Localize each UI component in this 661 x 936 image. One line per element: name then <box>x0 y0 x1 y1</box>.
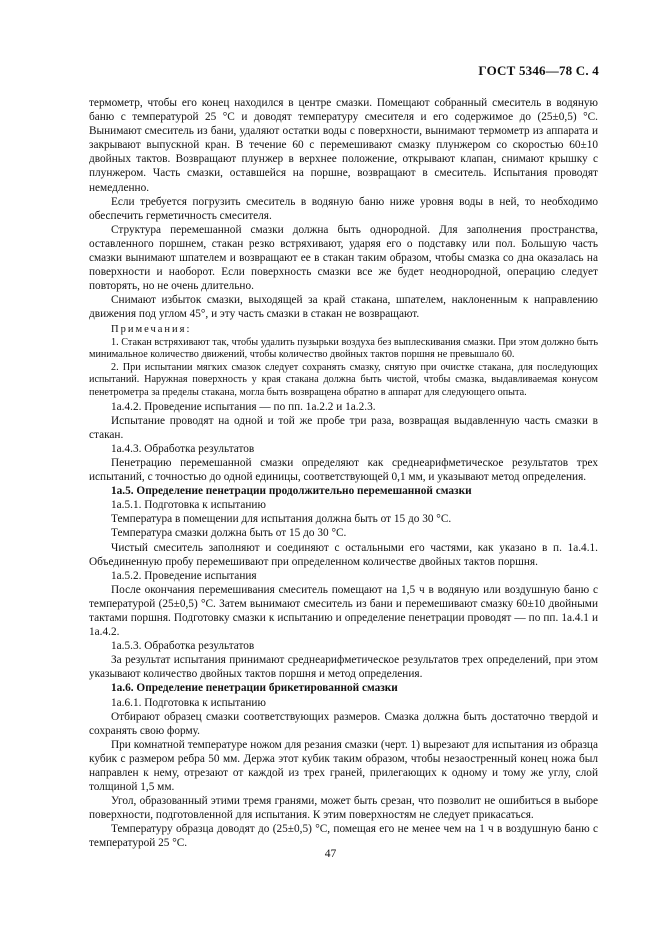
paragraph: Температура в помещении для испытания должна быть от 15 до 30 °С. <box>111 513 452 526</box>
paragraph: 1а.5.2. Проведение испытания <box>111 569 257 582</box>
paragraph: 1а.4.3. Обработка результатов <box>111 442 255 455</box>
paragraph: Снимают избыток смазки, выходящей за край стакана, шпателем, наклоненным к направлению движения под углом 45°, и эту часть смазки в стакан не возвращают. <box>89 294 598 321</box>
paragraph: За результат испытания принимают среднеарифметическое результатов трех определений, при этом указывают количество двойных тактов поршня и метод определения. <box>89 654 598 681</box>
paragraph: Температура смазки должна быть от 15 до 30 °С. <box>111 527 347 540</box>
paragraph: Отбирают образец смазки соответствующих размеров. Смазка должна быть достаточно твердой и сохранять свою форму. <box>89 710 598 737</box>
document-body <box>89 96 598 851</box>
paragraph: 1а.5.3. Обработка результатов <box>111 640 255 653</box>
paragraph: 1а.6.1. Подготовка к испытанию <box>111 696 266 709</box>
paragraph: Температуру образца доводят до (25±0,5) °С, помещая его не менее чем на 1 ч в воздушную баню с температурой 25 °С. <box>89 823 598 850</box>
paragraph: 1а.5.1. Подготовка к испытанию <box>111 499 266 512</box>
paragraph: термометр, чтобы его конец находился в центре смазки. Помещают собранный смеситель в водяную баню с температурой 25 °С и доводят температуру смесителя и его содержимое до (25±0,5) °С. Вынимают смеситель из бани, удаляют остатки воды с поверхности, вынимают термометр из аппарата и закрывают выпускной кран. В течение 60 с перемешивают смазку плунжером со скоростью 60±10 двойных тактов. Возвращают плунжер в верхнее положение, открывают клапан, снимают крышку с плунжером. Часть смазки, оставшейся на поршне, возвращают в смеситель. Испытания проводят немедленно. <box>89 97 598 194</box>
section-heading: 1а.6. Определение пенетрации брикетированной смазки <box>111 682 398 695</box>
paragraph: Пенетрацию перемешанной смазки определяют как среднеарифметическое результатов трех испытаний, с точностью до одной единицы, соответствующей 0,1 мм, и указывают метод определения. <box>89 456 598 484</box>
paragraph: Испытание проводят на одной и той же пробе три раза, возвращая выдавленную часть смазки в стакан. <box>89 414 598 441</box>
page-number: 47 <box>324 848 337 860</box>
paragraph: После окончания перемешивания смеситель помещают на 1,5 ч в водяную или воздушную баню с температурой (25±0,5) °С. Затем вынимают смеситель из бани и перемешивают смазку 60±10 двойными тактами поршня. Подготовку смазки к испытанию и определение пенетрации проводят — по пп. 1а.4.1 и 1а.4.2. <box>89 583 598 639</box>
note-paragraph: 2. При испытании мягких смазок следует сохранять смазку, снятую при очистке стакана, для последующих испытаний. Наружная поверхность у края стакана должна быть чистой, чтобы смазка, выдавливаемая конусом пенетрометра за пределы стакана, могла быть возвращена обратно в аппарат для следующего опыта. <box>89 361 598 398</box>
paragraph: Структура перемешанной смазки должна быть однородной. Для заполнения пространства, оставленного поршнем, стакан резко встряхивают, ударяя его о подставку или пол. Большую часть смазки вынимают шпателем и возвращают ее в стакан таким образом, чтобы смазка со дна оказалась на поверхности и наоборот. Если поверхность смазки все же будет неоднородной, операцию следует повторять, но не очень длительно. <box>89 223 598 293</box>
paragraph: Угол, образованный этими тремя гранями, может быть срезан, что позволит не ошибиться в выборе поверхности, подготовленной для испытания. К этим поверхностям не следует прикасаться. <box>89 795 598 822</box>
paragraph: Если требуется погрузить смеситель в водяную баню ниже уровня воды в ней, то необходимо обеспечить герметичность смесителя. <box>89 195 598 222</box>
section-heading: 1а.5. Определение пенетрации продолжительно перемешанной смазки <box>111 485 472 498</box>
paragraph: При комнатной температуре ножом для резания смазки (черт. 1) вырезают для испытания из образца кубик с размером ребра 50 мм. Держа этот кубик таким образом, чтобы незаостренный конец ножа был направлен к нему, отрезают от каждой из трех граней, прилегающих к одному и тому же углу, слой толщиной 1,5 мм. <box>89 738 598 794</box>
page-header: ГОСТ 5346—78 С. 4 <box>478 63 599 78</box>
paragraph: 1а.4.2. Проведение испытания — по пп. 1а.2.2 и 1а.2.3. <box>111 400 376 413</box>
note-paragraph: Примечания: <box>111 323 192 335</box>
paragraph: Чистый смеситель заполняют и соединяют с остальными его частями, как указано в п. 1а.4.1. Объединенную пробу перемешивают при определенном количестве двойных тактов поршня. <box>89 541 598 568</box>
note-paragraph: 1. Стакан встряхивают так, чтобы удалить пузырьки воздуха без выплескивания смазки. При этом должно быть минимальное количество движений, чтобы количество двойных тактов поршня не превышало 60. <box>89 336 598 361</box>
